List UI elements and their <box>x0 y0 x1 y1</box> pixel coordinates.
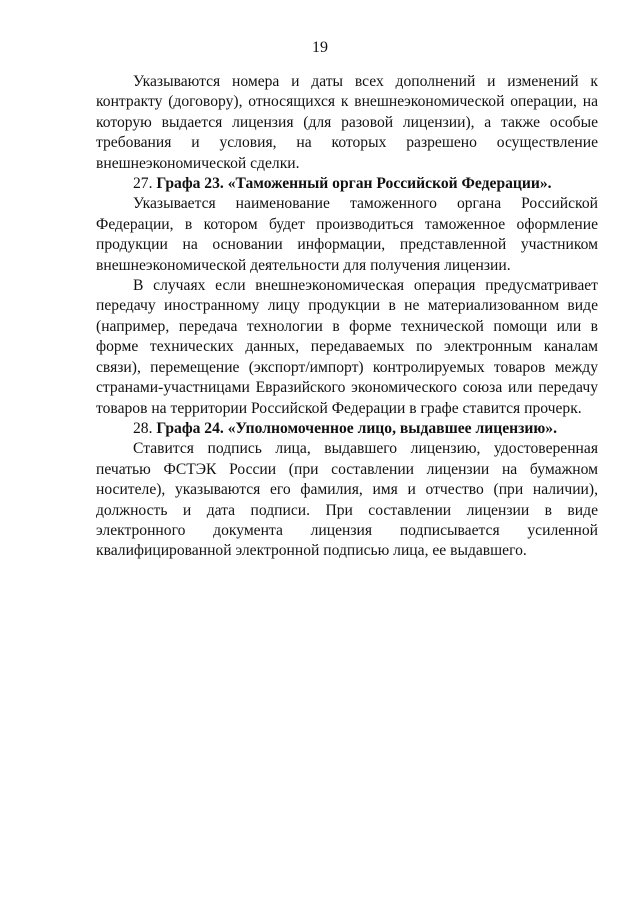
section-heading-28 <box>96 419 598 439</box>
paragraph-customs-authority: Указывается наименование таможенного органа Российской Федерации, в котором будет производиться таможенное оформление продукции на основании информации, представленной участником внешнеэкономической деятельности для получения лицензии. <box>96 195 598 274</box>
paragraph-authorized-signature: Ставится подпись лица, выдавшего лицензию, удостоверенная печатью ФСТЭК России (при составлении лицензии на бумажном носителе), указываются его фамилия, имя и отчество (при наличии), должность и дата подписи. При составлении лицензии в виде электронного документа лицензия подписывается усиленной квалифицированной электронной подписью лица, ее выдавшего. <box>96 440 598 560</box>
section-number: 27. <box>133 175 153 193</box>
section-number: 28. <box>133 419 153 437</box>
paragraph-contract-amendments: Указываются номера и даты всех дополнений и изменений к контракту (договору), относящихся к внешнеэкономической операции, на которую выдается лицензия (для разовой лицензии), а также особые требования и условия, на которых разрешено осуществление внешнеэкономической сделки. <box>96 73 598 172</box>
paragraph-intangible-transfer: В случаях если внешнеэкономическая операция предусматривает передачу иностранному лицу продукции в не материализованном виде (например, передача технологии в форме технической помощи или в форме технических данных, передаваемых по электронным каналам связи), перемещение (экспорт/импорт) контролируемых товаров между странами-участницами Евразийского экономического союза или передачу товаров на территории Российской Федерации в графе ставится прочерк. <box>96 277 598 417</box>
section-title: Графа 23. «Таможенный орган Российской Федерации». <box>156 175 552 193</box>
page-number: 19 <box>312 39 328 56</box>
section-title: Графа 24. «Уполномоченное лицо, выдавшее лицензию». <box>156 419 557 437</box>
document-body <box>96 72 598 562</box>
section-heading-27 <box>96 174 598 194</box>
